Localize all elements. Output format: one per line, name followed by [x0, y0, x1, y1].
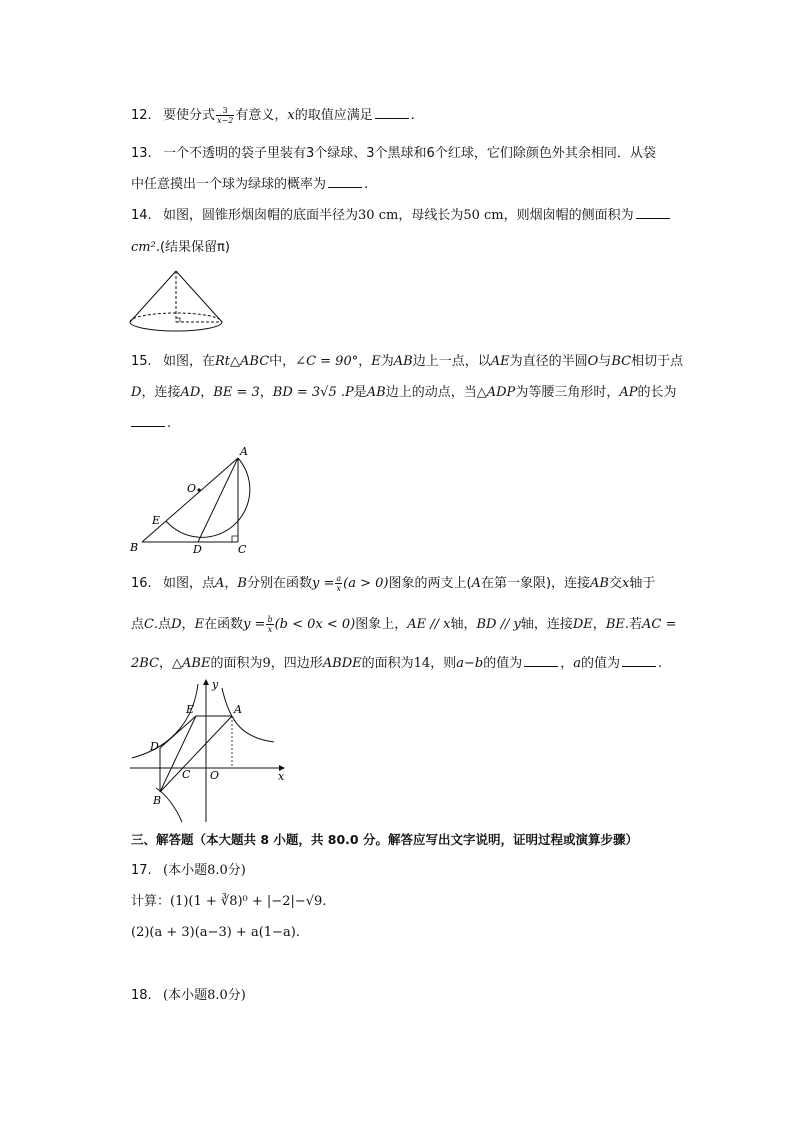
answer-blank	[328, 175, 362, 188]
question-18-header: 18. (本小题8.0分)	[131, 986, 246, 1006]
question-number: 16.	[131, 576, 152, 591]
question-15-line-1: 15. 如图，在Rt△ABC中，∠C = 90°，E为AB边上一点，以AE为直径的半圆O与BC相切于点	[131, 352, 683, 372]
question-12: 12. 要使分式 $\frac{3}{x-2}$ 有意义，x的取值应满足 .	[131, 106, 415, 125]
fraction: $\frac{a}{x}$	[336, 574, 342, 593]
question-16-line-1: 16. 如图，点A，B分别在函数y = $\frac{a}{x}$ (a > 0)图象的两支上(A在第一象限)，连接AB交x轴于	[131, 574, 656, 593]
question-13-line-2: 中任意摸出一个球为绿球的概率为 .	[131, 177, 369, 192]
question-17-part-1: 计算：(1)(1 + ∛8)⁰ + |−2|−√9.	[131, 894, 327, 909]
question-14-line-1: 14. 如图，圆锥形烟囱帽的底面半径为30 cm，母线长为50 cm，则烟囱帽的侧面积为	[131, 206, 672, 226]
label-C: C	[182, 768, 191, 781]
fraction: $\frac{b}{x}$	[267, 615, 273, 634]
question-16-line-2: 点C.点D，E在函数y = $\frac{b}{x}$ (b < 0x < 0)图象上，AE // x轴，BD // y轴，连接DE，BE.若AC =	[131, 615, 677, 634]
label-D: D	[150, 740, 159, 753]
answer-blank	[524, 654, 558, 667]
label-O: O	[210, 769, 220, 782]
question-number: 13.	[131, 146, 152, 161]
label-D: D	[193, 543, 202, 556]
question-number: 17.	[131, 863, 152, 878]
question-16-line-3: 2BC，△ABE的面积为9，四边形ABDE的面积为14，则a−b的值为 ，a的值为 .	[131, 656, 663, 671]
label-x: x	[278, 770, 285, 783]
semicircle-triangle-figure	[126, 444, 266, 556]
hyperbola-figure	[126, 676, 291, 826]
answer-blank	[375, 106, 409, 119]
question-15-line-3: .	[131, 414, 171, 434]
section-3-title: 三、解答题（本大题共 8 小题，共 80.0 分。解答应写出文字说明，证明过程或演算步骤）	[131, 832, 638, 847]
label-E: E	[152, 514, 161, 527]
label-C: C	[238, 543, 247, 556]
question-17-header: 17. (本小题8.0分)	[131, 861, 246, 881]
label-B: B	[130, 541, 139, 554]
label-O: O	[187, 482, 197, 495]
question-number: 18.	[131, 988, 152, 1003]
label-A: A	[234, 703, 242, 716]
answer-blank	[622, 654, 656, 667]
question-number: 14.	[131, 208, 152, 223]
question-13-line-1: 13. 一个不透明的袋子里装有3个绿球、3个黑球和6个红球，它们除颜色外其余相同．从袋	[131, 144, 656, 164]
label-A: A	[240, 445, 248, 458]
question-15-line-2: D，连接AD，BE = 3，BD = 3√5 .P是AB边上的动点，当△ADP为等腰三角形时，AP的长为	[131, 385, 677, 400]
question-14-line-2: cm².(结果保留π)	[131, 240, 230, 255]
question-number: 15.	[131, 354, 152, 369]
fraction: $\frac{3}{x-2}$	[217, 106, 234, 125]
label-y: y	[212, 678, 219, 691]
question-17-part-2: (2)(a + 3)(a−3) + a(1−a).	[131, 925, 300, 940]
label-B: B	[153, 794, 162, 807]
question-number: 12.	[131, 108, 152, 123]
answer-blank	[636, 206, 670, 219]
cone-figure	[126, 268, 226, 338]
answer-blank	[131, 414, 165, 427]
label-E: E	[186, 703, 195, 716]
